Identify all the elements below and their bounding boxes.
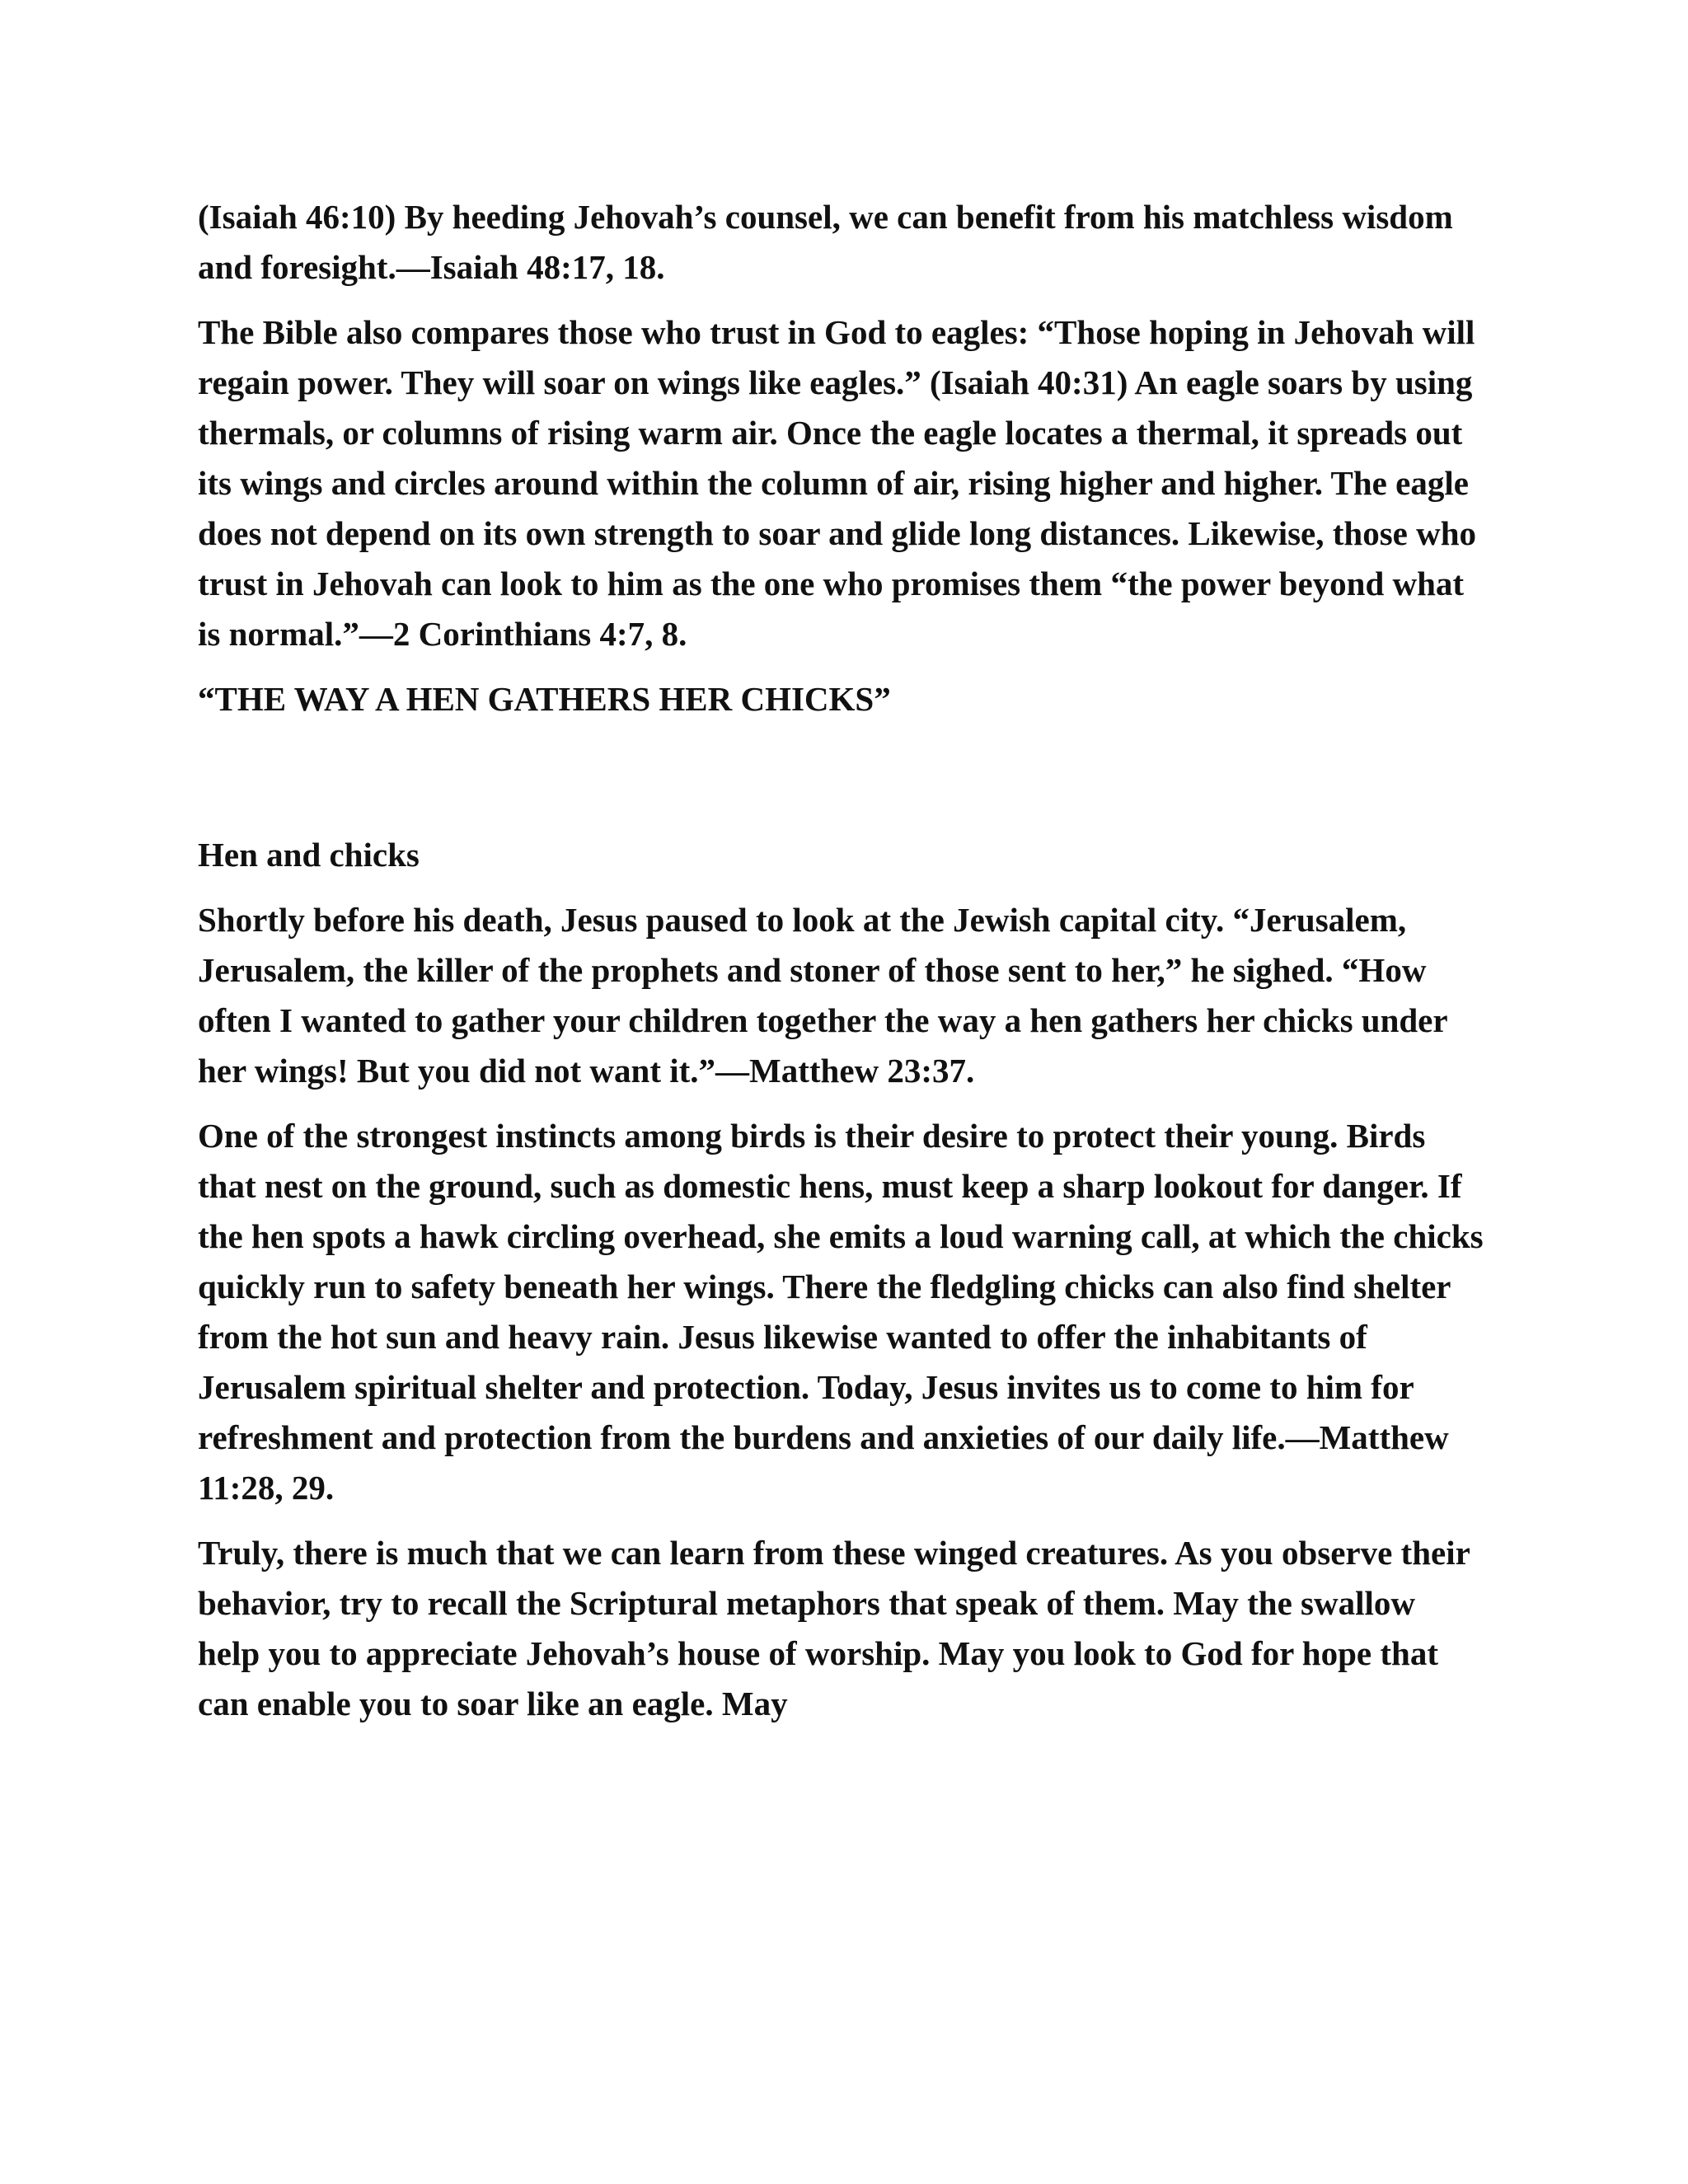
section-heading: “THE WAY A HEN GATHERS HER CHICKS” xyxy=(198,680,891,718)
paragraph-eagles: The Bible also compares those who trust in God to eagles: “Those hoping in Jehovah will regain power. They will soar on wings like eagles.” (Isaiah 40:31) An eagle soars by using thermals, or columns of rising warm air. Once the eagle locates a thermal, it spreads out its wings and circles around within the column of air, rising higher and higher. The eagle does not depend on its own strength to soar and glide long distances. Likewise, those who trust in Jehovah can look to him as the one who promises them “the power beyond what is normal.”—2 Corinthians 4:7, 8. xyxy=(198,313,1477,653)
paragraph-jerusalem: Shortly before his death, Jesus paused to look at the Jewish capital city. “Jerusalem, Jerusalem, the killer of the prophets and stoner of those sent to her,” he sighed. “How often I wanted to gather your children together the way a hen gathers her chicks under her wings! But you did not want it.”—Matthew 23:37. xyxy=(198,901,1447,1090)
paragraph-hen-instinct: One of the strongest instincts among birds is their desire to protect their young. Birds that nest on the ground, such as domestic hens, must keep a sharp lookout for danger. If the hen spots a hawk circling overhead, she emits a loud warning call, at which the chicks quickly run to safety beneath her wings. There the fledgling chicks can also find shelter from the hot sun and heavy rain. Jesus likewise wanted to offer the inhabitants of Jerusalem spiritual shelter and protection. Today, Jesus invites us to come to him for refreshment and protection from the burdens and anxieties of our daily life.—Matthew 11:28, 29. xyxy=(198,1117,1484,1507)
paragraph-conclusion: Truly, there is much that we can learn from these winged creatures. As you observe their behavior, try to recall the Scriptural metaphors that speak of them. May the swallow help you to appreciate Jehovah’s house of worship. May you look to God for hope that can enable you to soar like an eagle. May xyxy=(198,1534,1470,1722)
image-caption: Hen and chicks xyxy=(198,836,420,874)
image-placeholder-gap xyxy=(198,739,1484,830)
paragraph-isaiah-counsel: (Isaiah 46:10) By heeding Jehovah’s counsel, we can benefit from his matchless wisdom and foresight.—Isaiah 48:17, 18. xyxy=(198,198,1453,286)
document-body xyxy=(198,192,1484,1744)
